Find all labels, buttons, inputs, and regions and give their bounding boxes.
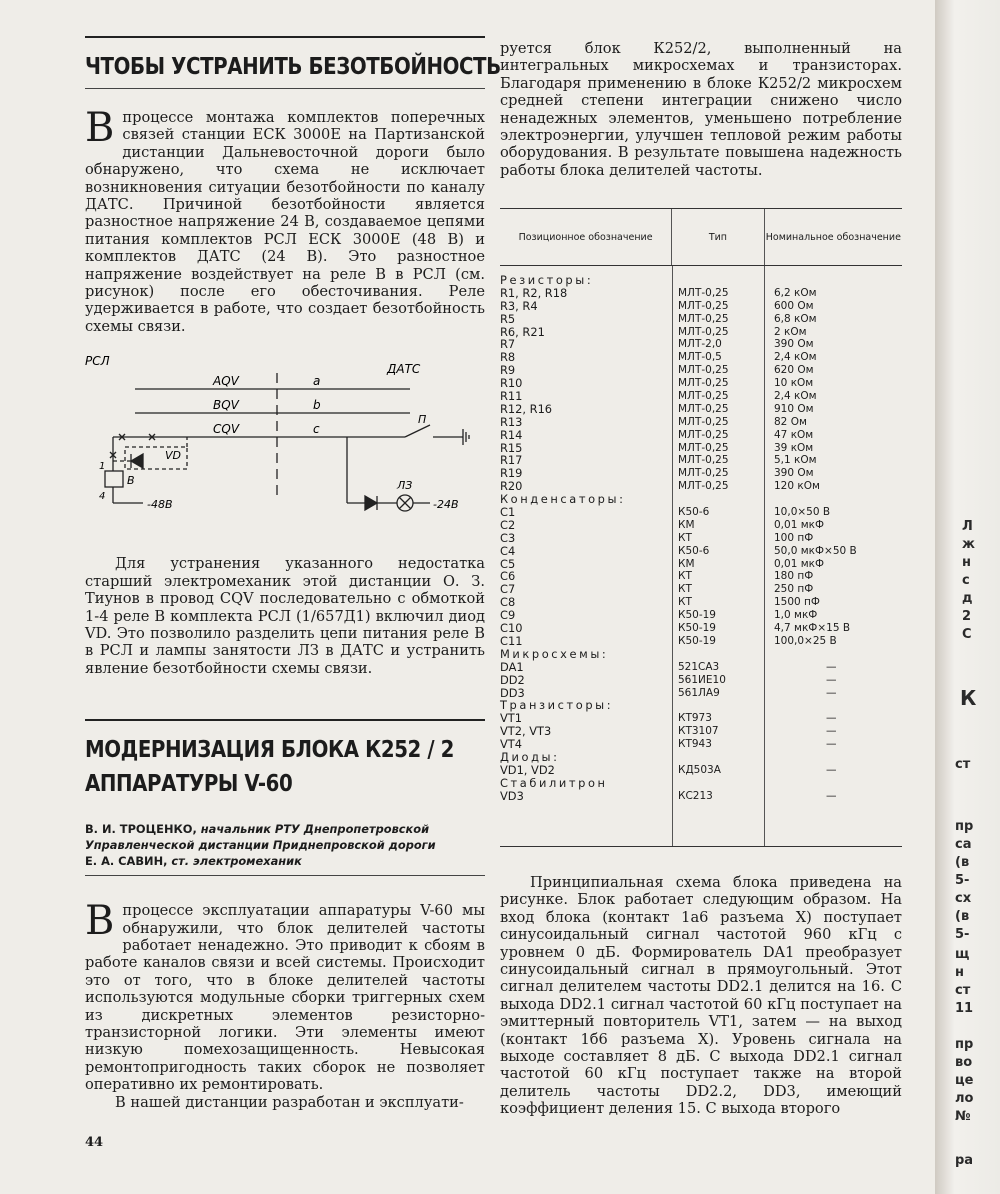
cell-type: МЛТ-0,25 bbox=[678, 467, 729, 480]
edge-fragment: № bbox=[955, 1109, 971, 1124]
table-header bbox=[500, 208, 902, 266]
table-row bbox=[500, 712, 902, 725]
article2-right-para1: руется блок К252/2, выполненный на интегральных микросхемах и транзисторах. Благодаря применению в блоке К252/2 микросхем средней степени интеграции снижено число ненадежных элементов, уменьшено потребление электроэнергии, улучшен тепловой режим работы оборудования. В результате повышена надежность работы блока делителей частоты. bbox=[500, 40, 902, 179]
wire-bqv-label: BQV bbox=[213, 398, 239, 413]
wire-a-label: a bbox=[313, 374, 321, 389]
table-row bbox=[500, 764, 902, 777]
article2-para1: Впроцессе эксплуатации аппаратуры V-60 мы обнаружили, что блок делителей частоты работает ненадежно. Это приводит к сбоям в работе каналов связи и всей системы. Происходит это от того, что в блоке делителей частоты используются модульные сборки триггерных схем из дискретных элементов резисторно-транзисторной логики. Эти элементы имеют низкую помехозащищенность. Невысокая ремонтопригодность таких сборок не позволяет оперативно их ремонтировать. bbox=[85, 898, 485, 1094]
cell-nominal: 1,0 мкФ bbox=[774, 609, 818, 622]
cell-type: К50-19 bbox=[678, 609, 716, 622]
edge-fragment: д bbox=[962, 591, 973, 606]
cell-type: МЛТ-0,25 bbox=[678, 312, 729, 325]
table-divider-1 bbox=[672, 266, 673, 846]
table-body bbox=[500, 266, 902, 846]
table-row bbox=[500, 287, 902, 300]
cell-position: R13 bbox=[500, 414, 523, 429]
article2-title-line2: АППАРАТУРЫ V-60 bbox=[85, 771, 293, 798]
edge-fragment: с bbox=[962, 573, 970, 588]
cell-position: C6 bbox=[500, 569, 516, 584]
cell-position: R20 bbox=[500, 479, 523, 494]
cell-type: МЛТ-0,25 bbox=[678, 441, 729, 454]
cell-position: C5 bbox=[500, 556, 516, 571]
cell-nominal: 620 Ом bbox=[774, 364, 814, 377]
cell-type: КТ bbox=[678, 596, 692, 609]
article2-title-line1: МОДЕРНИЗАЦИЯ БЛОКА К252 / 2 bbox=[85, 737, 454, 764]
edge-fragment: н bbox=[955, 965, 964, 980]
edge-fragment: С bbox=[962, 627, 972, 642]
table-row bbox=[500, 635, 902, 648]
circuit-schematic bbox=[85, 351, 485, 541]
label-48v: -48В bbox=[147, 498, 173, 512]
cell-nominal: 910 Ом bbox=[774, 402, 814, 415]
cell-type: КТ bbox=[678, 583, 692, 596]
cell-position: R1, R2, R18 bbox=[500, 285, 568, 300]
table-row bbox=[500, 429, 902, 442]
cell-position: C3 bbox=[500, 530, 516, 545]
cell-position: DD3 bbox=[500, 685, 525, 700]
table-rows bbox=[500, 266, 902, 803]
table-row bbox=[500, 326, 902, 339]
cell-type: КМ bbox=[678, 557, 695, 570]
edge-fragment: ст bbox=[955, 983, 971, 998]
table-row bbox=[500, 725, 902, 738]
table-row bbox=[500, 338, 902, 351]
cell-nominal: 6,2 кОм bbox=[774, 286, 817, 299]
edge-fragment: ж bbox=[962, 537, 975, 552]
cell-nominal: 0,01 мкФ bbox=[774, 518, 825, 531]
table-group-row bbox=[500, 777, 902, 790]
label-dats: ДАТС bbox=[387, 362, 421, 377]
page-number: 44 bbox=[85, 1135, 104, 1150]
table-bottom-rule bbox=[500, 846, 902, 847]
table-row bbox=[500, 351, 902, 364]
table-row bbox=[500, 377, 902, 390]
cell-position: R11 bbox=[500, 389, 523, 404]
label-pin4: 4 bbox=[99, 491, 106, 503]
group-label: Конденсаторы: bbox=[500, 492, 626, 507]
cell-type: МЛТ-0,25 bbox=[678, 480, 729, 493]
cell-type: МЛТ-0,25 bbox=[678, 325, 729, 338]
cell-type: МЛТ-0,25 bbox=[678, 377, 729, 390]
edge-fragment: (в bbox=[955, 909, 970, 924]
cell-nominal: 100,0×25 В bbox=[774, 634, 837, 647]
table-row bbox=[500, 442, 902, 455]
cell-nominal: — bbox=[826, 686, 837, 699]
cell-nominal: 600 Ом bbox=[774, 299, 814, 312]
cell-type: МЛТ-0,25 bbox=[678, 286, 729, 299]
edge-fragment: ло bbox=[955, 1091, 974, 1106]
cell-position: C2 bbox=[500, 517, 516, 532]
cell-type: КТ bbox=[678, 531, 692, 544]
table-group-row bbox=[500, 751, 902, 764]
cell-nominal: 50,0 мкФ×50 В bbox=[774, 544, 857, 557]
cell-nominal: — bbox=[826, 789, 837, 802]
author2-name: Е. А. САВИН, bbox=[85, 854, 168, 869]
cell-nominal: 47 кОм bbox=[774, 428, 814, 441]
label-lz: ЛЗ bbox=[397, 479, 413, 493]
edge-fragment: са bbox=[955, 837, 972, 852]
cell-nominal: 250 пФ bbox=[774, 583, 814, 596]
table-row bbox=[500, 609, 902, 622]
edge-fragment: К bbox=[960, 686, 977, 710]
label-p: П bbox=[418, 413, 427, 427]
label-vd: VD bbox=[165, 449, 181, 463]
table-row bbox=[500, 454, 902, 467]
cell-type: КД503А bbox=[678, 763, 721, 776]
wire-b-label: b bbox=[313, 398, 321, 413]
cell-position: DA1 bbox=[500, 659, 524, 674]
label-pin1: 1 bbox=[99, 461, 106, 473]
cell-position: C9 bbox=[500, 608, 516, 623]
cell-nominal: — bbox=[826, 660, 837, 673]
cell-type: МЛТ-0,25 bbox=[678, 428, 729, 441]
group-label: Диоды: bbox=[500, 749, 560, 764]
article2-dropcap: В bbox=[85, 898, 115, 945]
table-row bbox=[500, 364, 902, 377]
right-column-lower bbox=[500, 874, 902, 1118]
cell-type: МЛТ-0,25 bbox=[678, 364, 729, 377]
cell-type: МЛТ-2,0 bbox=[678, 338, 722, 351]
table-row bbox=[500, 738, 902, 751]
edge-fragment: ра bbox=[955, 1153, 974, 1168]
cell-nominal: 120 кОм bbox=[774, 480, 820, 493]
cell-position: C10 bbox=[500, 621, 523, 636]
table-row bbox=[500, 790, 902, 803]
cell-type: МЛТ-0,25 bbox=[678, 390, 729, 403]
table-row bbox=[500, 622, 902, 635]
edge-fragment: 2 bbox=[962, 609, 972, 624]
article1-title: ЧТОБЫ УСТРАНИТЬ БЕЗОТБОЙНОСТЬ bbox=[85, 54, 501, 80]
table-row bbox=[500, 403, 902, 416]
cell-nominal: 6,8 кОм bbox=[774, 312, 817, 325]
cell-nominal: 10 кОм bbox=[774, 377, 814, 390]
cell-position: R9 bbox=[500, 363, 516, 378]
table-row bbox=[500, 583, 902, 596]
cell-nominal: 180 пФ bbox=[774, 570, 814, 583]
table-group-row bbox=[500, 274, 902, 287]
cell-position: C7 bbox=[500, 582, 516, 597]
cell-type: 521СА3 bbox=[678, 660, 720, 673]
cell-position: C4 bbox=[500, 543, 516, 558]
cell-position: VT2, VT3 bbox=[500, 724, 552, 739]
cell-type: 561ИЕ10 bbox=[678, 673, 726, 686]
edge-fragment: пр bbox=[955, 819, 974, 834]
cell-position: R6, R21 bbox=[500, 324, 545, 339]
edge-fragment: 11 bbox=[955, 1001, 974, 1016]
table-row bbox=[500, 467, 902, 480]
cell-nominal: 100 пФ bbox=[774, 531, 814, 544]
edge-fragment: н bbox=[962, 555, 971, 570]
cell-nominal: 2,4 кОм bbox=[774, 390, 817, 403]
cell-position: C1 bbox=[500, 505, 516, 520]
cell-type: КМ bbox=[678, 518, 695, 531]
cell-position: VD3 bbox=[500, 788, 524, 803]
cell-position: VD1, VD2 bbox=[500, 762, 555, 777]
edge-fragment: сх bbox=[955, 891, 972, 906]
cell-position: R12, R16 bbox=[500, 401, 553, 416]
label-rsl: РСЛ bbox=[85, 354, 110, 369]
cell-nominal: 390 Ом bbox=[774, 338, 814, 351]
cell-type: МЛТ-0,25 bbox=[678, 454, 729, 467]
table-row bbox=[500, 570, 902, 583]
cell-type: К50-19 bbox=[678, 622, 716, 635]
cell-type: 561ЛА9 bbox=[678, 686, 720, 699]
edge-fragment: во bbox=[955, 1055, 973, 1070]
table-row bbox=[500, 519, 902, 532]
right-column bbox=[500, 36, 902, 179]
title-rule-bottom bbox=[85, 88, 485, 89]
wire-aqv-label: AQV bbox=[213, 374, 239, 389]
next-page-edge bbox=[935, 0, 1000, 1194]
cell-position: R7 bbox=[500, 337, 516, 352]
group-label: Стабилитрон bbox=[500, 775, 608, 790]
table-row bbox=[500, 416, 902, 429]
cell-nominal: 1500 пФ bbox=[774, 596, 820, 609]
table-group-row bbox=[500, 699, 902, 712]
cell-type: МЛТ-0,25 bbox=[678, 415, 729, 428]
table-row bbox=[500, 506, 902, 519]
author1-role: начальник РТУ Днепропетровской Управленческой дистанции Приднепровской дороги bbox=[85, 822, 436, 853]
article2-rule-top bbox=[85, 719, 485, 721]
cell-position: C11 bbox=[500, 633, 523, 648]
left-column bbox=[85, 36, 501, 1111]
table-group-row bbox=[500, 493, 902, 506]
edge-fragment: (в bbox=[955, 855, 970, 870]
header-type: Тип bbox=[672, 209, 765, 265]
cell-position: R8 bbox=[500, 350, 516, 365]
table-row bbox=[500, 661, 902, 674]
cell-nominal: 2 кОм bbox=[774, 325, 807, 338]
cell-nominal: 82 Ом bbox=[774, 415, 807, 428]
edge-fragment: Л bbox=[962, 519, 973, 534]
group-label: Транзисторы: bbox=[500, 698, 614, 713]
cell-position: VT1 bbox=[500, 711, 522, 726]
table-row bbox=[500, 545, 902, 558]
cell-nominal: 0,01 мкФ bbox=[774, 557, 825, 570]
cell-position: C8 bbox=[500, 595, 516, 610]
group-label: Микросхемы: bbox=[500, 646, 609, 661]
edge-fragment: ст bbox=[955, 757, 971, 772]
cell-position: R3, R4 bbox=[500, 298, 538, 313]
table-row bbox=[500, 674, 902, 687]
cell-position: R14 bbox=[500, 427, 523, 442]
header-position: Позиционное обозначение bbox=[500, 209, 672, 265]
cell-position: R15 bbox=[500, 440, 523, 455]
cell-type: К50-19 bbox=[678, 634, 716, 647]
cell-nominal: — bbox=[826, 725, 837, 738]
cell-type: МЛТ-0,25 bbox=[678, 299, 729, 312]
article2-authors bbox=[85, 821, 485, 869]
cell-position: R19 bbox=[500, 466, 523, 481]
cell-position: VT4 bbox=[500, 737, 522, 752]
cell-type: МЛТ-0,25 bbox=[678, 402, 729, 415]
cell-nominal: — bbox=[826, 763, 837, 776]
cell-nominal: 390 Ом bbox=[774, 467, 814, 480]
cell-position: R10 bbox=[500, 376, 523, 391]
edge-fragment: 5- bbox=[955, 927, 970, 942]
cell-type: К50-6 bbox=[678, 544, 710, 557]
table-row bbox=[500, 313, 902, 326]
cell-position: DD2 bbox=[500, 672, 525, 687]
cell-position: R17 bbox=[500, 453, 523, 468]
edge-fragment: щ bbox=[955, 947, 970, 962]
cell-type: КТ943 bbox=[678, 738, 712, 751]
header-nominal: Номинальное обозначение bbox=[765, 231, 901, 243]
components-table bbox=[500, 208, 902, 847]
authors-rule bbox=[85, 875, 485, 876]
article2-right-para2: Принципиальная схема блока приведена на рисунке. Блок работает следующим образом. На вход блока (контакт 1а6 разъема X) поступает синусоидальный сигнал частотой 960 кГц с уровнем 0 дБ. Формирователь DA1 преобразует синусоидальный сигнал в прямоугольный. Этот сигнал делителем частоты DD2.1 делится на 16. С выхода DD2.1 сигнал частотой 60 кГц поступает на эмиттерный повторитель VT1, затем — на выход (контакт 1б6 разъема X). Уровень сигнала на выходе составляет 8 дБ. С выхода DD2.1 сигнал частотой 60 кГц поступает также на второй делитель частоты DD2.2, DD3, имеющий коэффициент деления 15. С выхода второго bbox=[500, 874, 902, 1118]
table-row bbox=[500, 596, 902, 609]
cell-nominal: — bbox=[826, 673, 837, 686]
cell-type: КТ bbox=[678, 570, 692, 583]
title-rule-top bbox=[85, 36, 485, 38]
cell-position: R5 bbox=[500, 311, 516, 326]
table-row bbox=[500, 558, 902, 571]
table-group-row bbox=[500, 648, 902, 661]
label-24v: -24В bbox=[433, 498, 459, 512]
table-row bbox=[500, 532, 902, 545]
article1-para1: Впроцессе монтажа комплектов поперечных связей станции ЕСК 3000Е на Партизанской дистанции Дальневосточной дороги было обнаружено, что схема не исключает возникновения ситуации безотбойности по каналу ДАТС. Причиной безотбойности является разностное напряжение 24 В, создаваемое цепями питания комплектов РСЛ ЕСК 3000Е (48 В) и комплектов ДАТС (24 В). Это разностное напряжение воздействует на реле В в РСЛ (см. рисунок) после его обесточивания. Реле удерживается в работе, что создает безотбойность схемы связи. bbox=[85, 105, 485, 335]
label-relay: В bbox=[127, 474, 135, 488]
cell-nominal: 39 кОм bbox=[774, 441, 814, 454]
cell-nominal: 5,1 кОм bbox=[774, 454, 817, 467]
author1-name: В. И. ТРОЦЕНКО, bbox=[85, 822, 197, 837]
cell-type: КТ3107 bbox=[678, 725, 719, 738]
article1-para2: Для устранения указанного недостатка старший электромеханик этой дистанции О. З. Тиунов в провод CQV последовательно с обмоткой 1-4 реле В комплекта РСЛ (1/657Д1) включил диод VD. Это позволило разделить цепи питания реле В в РСЛ и лампы занятости ЛЗ в ДАТС и устранить явление безотбойности схемы связи. bbox=[85, 555, 485, 677]
cell-nominal: 2,4 кОм bbox=[774, 351, 817, 364]
article1-dropcap: В bbox=[85, 105, 115, 151]
cell-nominal: 10,0×50 В bbox=[774, 506, 831, 519]
cell-nominal: 4,7 мкФ×15 В bbox=[774, 622, 851, 635]
table-divider-2 bbox=[764, 266, 765, 846]
wire-c-label: c bbox=[313, 422, 320, 437]
edge-fragment: це bbox=[955, 1073, 974, 1088]
table-row bbox=[500, 390, 902, 403]
cell-type: КТ973 bbox=[678, 712, 712, 725]
edge-fragment: 5- bbox=[955, 873, 970, 888]
wire-cqv-label: CQV bbox=[213, 422, 240, 437]
cell-nominal: — bbox=[826, 738, 837, 751]
cell-nominal: — bbox=[826, 712, 837, 725]
cell-type: МЛТ-0,5 bbox=[678, 351, 722, 364]
author2-role: ст. электромеханик bbox=[171, 854, 302, 869]
article2-para2: В нашей дистанции разработан и эксплуати- bbox=[115, 1093, 464, 1111]
edge-fragment: пр bbox=[955, 1037, 974, 1052]
table-row bbox=[500, 300, 902, 313]
cell-type: КС213 bbox=[678, 789, 713, 802]
group-label: Резисторы: bbox=[500, 273, 594, 287]
cell-type: К50-6 bbox=[678, 506, 710, 519]
